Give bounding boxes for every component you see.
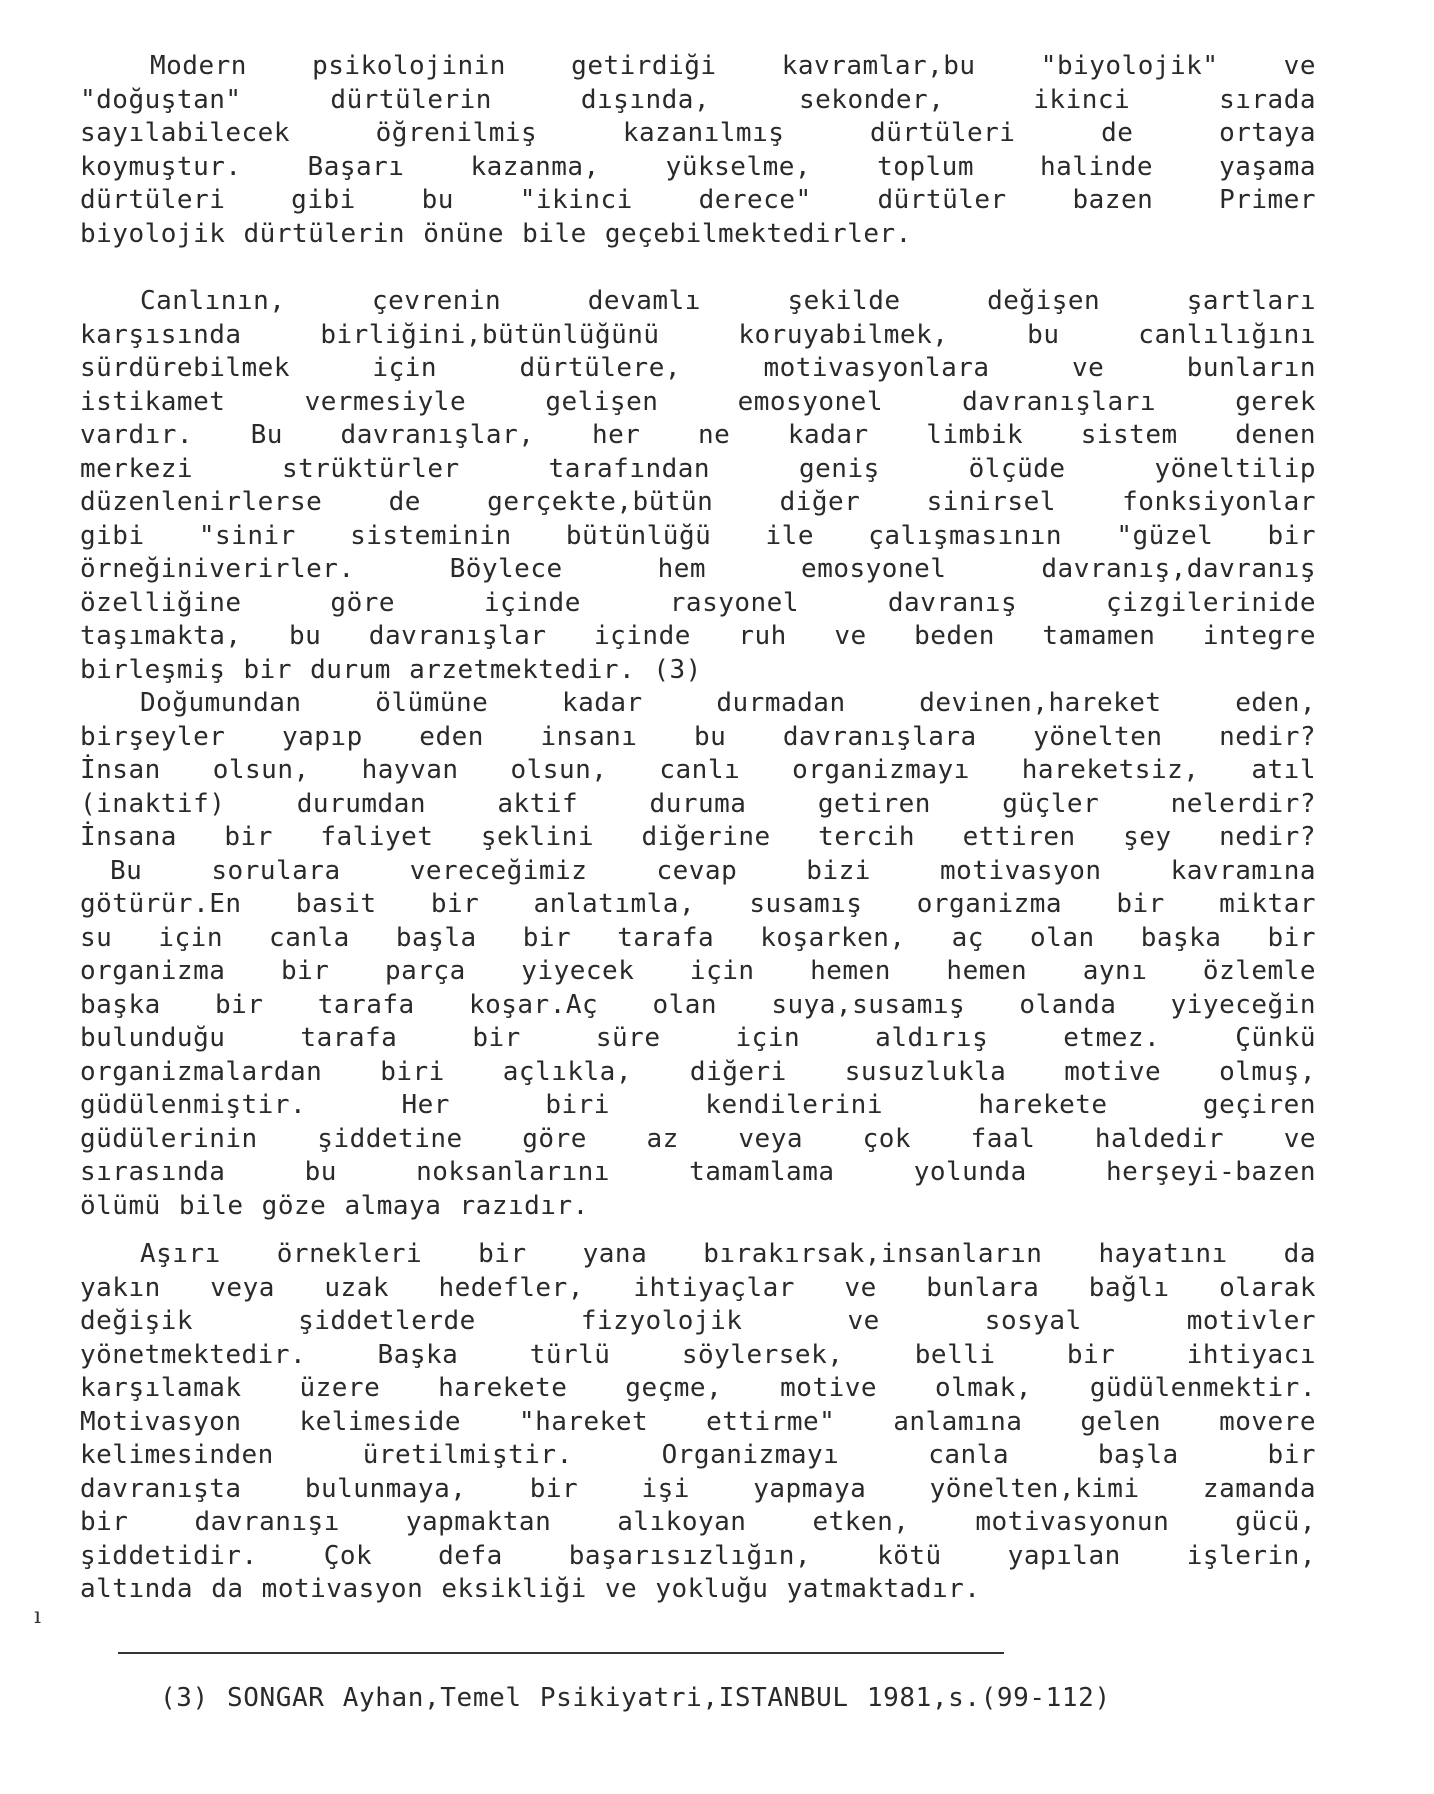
text-line: organizma bir parça yiyecek için hemen hemen aynı özlemle <box>80 956 1316 986</box>
paragraph-3 <box>80 1238 1316 1607</box>
text-line: yakın veya uzak hedefler, ihtiyaçlar ve bunlara bağlı olarak <box>80 1272 1316 1303</box>
text-line: sırasında bu noksanlarını tamamlama yolunda herşeyi-bazen <box>80 1157 1316 1187</box>
text-line: güdülenmiştir. Her biri kendilerini harekete geçiren <box>80 1090 1316 1120</box>
text-line: dürtüleri gibi bu "ikinci derece" dürtüler bazen Primer <box>80 185 1316 215</box>
text-line: vardır. Bu davranışlar, her ne kadar limbik sistem denen <box>80 420 1316 450</box>
text-line: merkezi strüktürler tarafından geniş ölçüde yöneltilip <box>80 453 1316 484</box>
text-line: Motivasyon kelimeside "hareket ettirme" anlamına gelen movere <box>80 1406 1316 1437</box>
text-line: bulunduğu tarafa bir süre için aldırış etmez. Çünkü <box>80 1023 1316 1053</box>
text-line: Canlının, çevrenin devamlı şekilde değişen şartları <box>140 286 1316 316</box>
text-line: güdülerinin şiddetine göre az veya çok faal haldedir ve <box>80 1123 1316 1154</box>
text-line: gibi "sinir sisteminin bütünlüğü ile çalışmasının "güzel bir <box>80 520 1316 551</box>
text-line: örneğiniverirler. Böylece hem emosyonel davranış,davranış <box>80 554 1316 584</box>
text-line: sürdürebilmek için dürtülere, motivasyonlara ve bunların <box>80 353 1316 383</box>
text-line: biyolojik dürtülerin önüne bile geçebilmektedirler. <box>80 218 912 249</box>
text-line: birleşmiş bir durum arzetmektedir. (3) <box>80 654 702 685</box>
paragraph-2 <box>80 285 1316 1223</box>
footnote: (3) SONGAR Ayhan,Temel Psikiyatri,ISTANBUL 1981,s.(99-112) <box>160 1683 1111 1713</box>
margin-mark: ı <box>34 1604 42 1629</box>
text-line: değişik şiddetlerde fizyolojik ve sosyal motivler <box>80 1306 1316 1336</box>
text-line: Doğumundan ölümüne kadar durmadan devinen,hareket eden, <box>140 688 1316 718</box>
text-line: yönetmektedir. Başka türlü söylersek, belli bir ihtiyacı <box>80 1339 1316 1370</box>
text-line: altında da motivasyon eksikliği ve yokluğu yatmaktadır. <box>80 1574 981 1604</box>
text-line: götürür.En basit bir anlatımla, susamış organizma bir miktar <box>80 889 1316 919</box>
text-line: davranışta bulunmaya, bir işi yapmaya yönelten,kimi zamanda <box>80 1473 1316 1504</box>
text-line: Aşırı örnekleri bir yana bırakırsak,insanların hayatını da <box>140 1239 1316 1269</box>
text-line: karşılamak üzere harekete geçme, motive olmak, güdülenmektir. <box>80 1373 1316 1403</box>
text-line: sayılabilecek öğrenilmiş kazanılmış dürtüleri de ortaya <box>80 118 1316 148</box>
text-line: karşısında birliğini,bütünlüğünü koruyabilmek, bu canlılığını <box>80 319 1316 350</box>
text-line: şiddetidir. Çok defa başarısızlığın, kötü yapılan işlerin, <box>80 1540 1316 1571</box>
text-line: koymuştur. Başarı kazanma, yükselme, toplum halinde yaşama <box>80 151 1316 182</box>
text-line: istikamet vermesiyle gelişen emosyonel davranışları gerek <box>80 386 1316 417</box>
text-line: "doğuştan" dürtülerin dışında, sekonder, ikinci sırada <box>80 84 1316 115</box>
text-line: su için canla başla bir tarafa koşarken, aç olan başka bir <box>80 922 1316 953</box>
text-line: Modern psikolojinin getirdiği kavramlar,bu "biyolojik" ve <box>150 51 1316 81</box>
text-line: İnsan olsun, hayvan olsun, canlı organizmayı hareketsiz, atıl <box>80 755 1316 785</box>
text-line: düzenlenirlerse de gerçekte,bütün diğer sinirsel fonksiyonlar <box>80 487 1316 517</box>
text-line: taşımakta, bu davranışlar içinde ruh ve beden tamamen integre <box>80 621 1316 651</box>
text-line: özelliğine göre içinde rasyonel davranış çizgilerinide <box>80 587 1316 618</box>
footnote-divider <box>118 1652 1004 1654</box>
text-line: organizmalardan biri açlıkla, diğeri susuzlukla motive olmuş, <box>80 1056 1316 1087</box>
text-line: başka bir tarafa koşar.Aç olan suya,susamış olanda yiyeceğin <box>80 989 1316 1020</box>
text-line: İnsana bir faliyet şeklini diğerine tercih ettiren şey nedir? <box>80 822 1316 852</box>
text-line: kelimesinden üretilmiştir. Organizmayı canla başla bir <box>80 1440 1316 1470</box>
text-line: Bu sorulara vereceğimiz cevap bizi motivasyon kavramına <box>110 855 1316 886</box>
text-line: birşeyler yapıp eden insanı bu davranışlara yönelten nedir? <box>80 721 1316 752</box>
text-line: ölümü bile göze almaya razıdır. <box>80 1190 589 1221</box>
text-line: (inaktif) durumdan aktif duruma getiren güçler nelerdir? <box>80 788 1316 819</box>
text-line: bir davranışı yapmaktan alıkoyan etken, motivasyonun gücü, <box>80 1507 1316 1537</box>
paragraph-1 <box>80 50 1316 251</box>
